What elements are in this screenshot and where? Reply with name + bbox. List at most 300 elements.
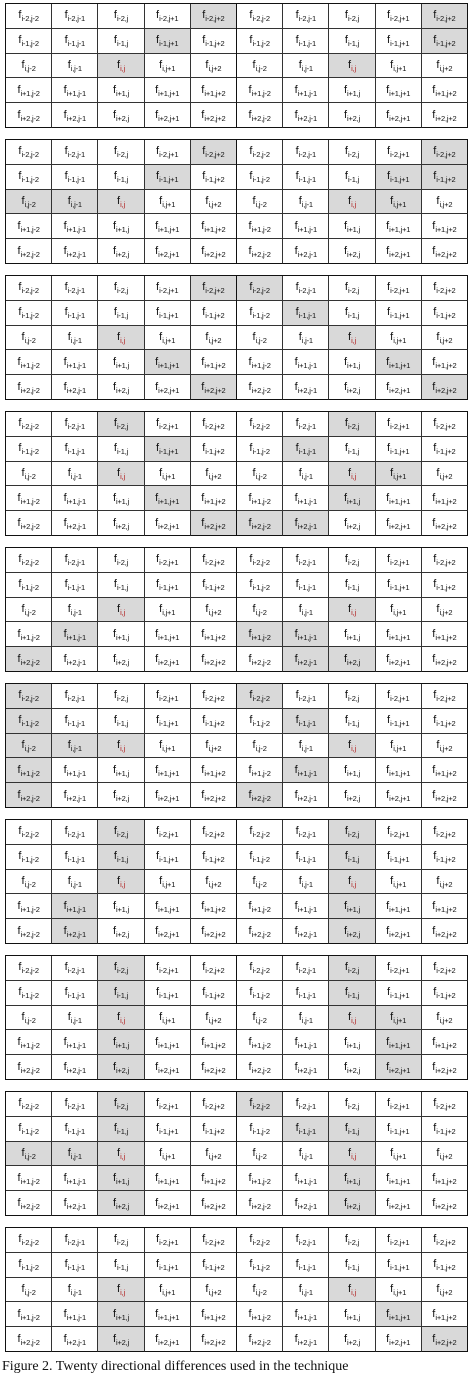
stencil-cell — [98, 1030, 144, 1055]
cell-symbol: f — [386, 355, 390, 368]
cell-subscript: i+2,j — [116, 929, 129, 939]
cell-symbol: f — [112, 108, 117, 121]
cell-subscript: i,j+2 — [208, 1015, 222, 1025]
cell-subscript: i,j+1 — [393, 1151, 407, 1161]
cell-symbol: f — [433, 442, 437, 455]
stencil-cell — [52, 326, 98, 351]
cell-subscript: i,j-1 — [301, 335, 313, 345]
cell-symbol: f — [205, 330, 209, 343]
cell-subscript: i-1,j — [347, 719, 360, 729]
cell-symbol: f — [344, 578, 348, 591]
cell-symbol: f — [249, 34, 253, 47]
stencil-cell — [422, 919, 468, 944]
cell-subscript: i-2,j+2 — [436, 1102, 456, 1112]
cell-subscript: i+2,j-2 — [20, 1201, 40, 1211]
cell-subscript: i,j-2 — [24, 471, 36, 481]
cell-symbol: f — [249, 578, 253, 591]
stencil-cell — [52, 1092, 98, 1117]
stencil-cell — [422, 758, 468, 783]
stencil-panel — [5, 1091, 237, 1216]
stencil-cell — [6, 1302, 52, 1327]
cell-symbol: f — [112, 83, 117, 96]
cell-symbol: f — [64, 442, 68, 455]
cell-subscript: i+2,j+1 — [389, 249, 411, 259]
cell-subscript: i-2,j-2 — [252, 422, 270, 432]
cell-subscript: i-1,j-1 — [298, 175, 316, 185]
stencil-cell — [283, 165, 329, 190]
stencil-cell — [329, 214, 375, 239]
stencil-cell — [376, 1006, 422, 1031]
cell-symbol: f — [156, 714, 160, 727]
cell-subscript: i-2,j+2 — [205, 694, 225, 704]
cell-subscript: i-2,j — [116, 966, 129, 976]
cell-subscript: i-2,j — [116, 694, 129, 704]
cell-subscript: i+2,j-2 — [20, 929, 40, 939]
cell-subscript: i,j+1 — [162, 471, 176, 481]
stencil-cell — [237, 956, 283, 981]
cell-symbol: f — [201, 355, 205, 368]
cell-subscript: i+2,j — [347, 113, 360, 123]
cell-subscript: i+2,j-1 — [66, 1337, 86, 1347]
stencil-cell — [145, 239, 191, 264]
stencil-cell — [329, 870, 375, 895]
stencil-cell — [191, 1327, 237, 1352]
stencil-panel — [5, 3, 237, 128]
stencil-panel — [5, 411, 237, 536]
cell-subscript: i-1,j+1 — [159, 855, 179, 865]
cell-subscript: i-2,j+1 — [159, 286, 179, 296]
stencil-cell — [422, 573, 468, 598]
cell-subscript: i+1,j-1 — [297, 632, 317, 642]
stencil-cell — [52, 140, 98, 165]
cell-subscript: i-2,j-1 — [67, 14, 85, 24]
stencil-cell — [6, 573, 52, 598]
cell-subscript: i+1,j-2 — [251, 224, 271, 234]
stencil-cell — [191, 709, 237, 734]
stencil-cell — [6, 165, 52, 190]
cell-symbol: f — [17, 1332, 21, 1345]
cell-subscript: i+1,j — [347, 1176, 360, 1186]
stencil-cell — [376, 140, 422, 165]
cell-subscript: i-1,j+2 — [205, 39, 225, 49]
cell-subscript: i,j-2 — [255, 1151, 267, 1161]
cell-subscript: i-1,j+1 — [159, 175, 179, 185]
stencil-cell — [52, 412, 98, 437]
stencil-cell — [98, 511, 144, 536]
stencil-cell — [376, 1191, 422, 1216]
cell-symbol: f — [436, 602, 440, 615]
cell-symbol: f — [155, 899, 159, 912]
cell-subscript: i,j — [351, 1287, 356, 1297]
stencil-cell — [422, 647, 468, 672]
cell-symbol: f — [294, 1060, 298, 1073]
stencil-cell — [422, 1253, 468, 1278]
cell-subscript: i,j-2 — [24, 335, 36, 345]
stencil-cell — [6, 981, 52, 1006]
cell-symbol: f — [295, 689, 299, 702]
cell-symbol: f — [344, 1258, 348, 1271]
stencil-cell — [329, 301, 375, 326]
cell-subscript: i+2,j — [116, 249, 129, 259]
stencil-cell — [283, 412, 329, 437]
stencil-cell — [237, 1228, 283, 1253]
cell-subscript: i+2,j-2 — [251, 929, 271, 939]
stencil-cell — [329, 894, 375, 919]
cell-symbol: f — [64, 578, 68, 591]
cell-symbol: f — [202, 825, 206, 838]
cell-symbol: f — [113, 9, 117, 22]
cell-subscript: i+2,j — [347, 385, 360, 395]
cell-symbol: f — [112, 627, 117, 640]
cell-symbol: f — [155, 516, 159, 529]
cell-subscript: i+2,j-1 — [297, 1337, 317, 1347]
cell-symbol: f — [112, 1171, 117, 1184]
stencil-cell — [6, 103, 52, 128]
cell-subscript: i-1,j-1 — [298, 311, 316, 321]
stencil-cell — [6, 78, 52, 103]
cell-symbol: f — [294, 1035, 298, 1048]
cell-symbol: f — [249, 986, 253, 999]
cell-subscript: i-1,j-1 — [67, 1263, 85, 1273]
stencil-cell — [98, 1228, 144, 1253]
cell-symbol: f — [202, 850, 206, 863]
cell-subscript: i,j — [120, 471, 125, 481]
cell-symbol: f — [17, 652, 21, 665]
cell-subscript: i-1,j+1 — [159, 39, 179, 49]
cell-symbol: f — [113, 417, 117, 430]
cell-subscript: i+2,j+1 — [158, 1201, 180, 1211]
cell-symbol: f — [387, 306, 391, 319]
cell-symbol: f — [295, 961, 299, 974]
stencil-cell — [52, 462, 98, 487]
cell-symbol: f — [202, 689, 206, 702]
cell-symbol: f — [159, 602, 163, 615]
stencil-cell — [237, 1253, 283, 1278]
stencil-cell — [329, 709, 375, 734]
cell-symbol: f — [386, 244, 390, 257]
stencil-cell — [52, 758, 98, 783]
stencil-cell — [422, 870, 468, 895]
stencil-cell — [283, 4, 329, 29]
cell-symbol: f — [156, 170, 160, 183]
stencil-panel — [5, 547, 237, 672]
cell-symbol: f — [432, 1307, 436, 1320]
cell-subscript: i-1,j-1 — [67, 855, 85, 865]
stencil-cell — [329, 437, 375, 462]
cell-symbol: f — [343, 83, 348, 96]
cell-subscript: i+2,j-1 — [66, 1065, 86, 1075]
stencil-cell — [6, 709, 52, 734]
stencil-cell — [422, 1006, 468, 1031]
cell-subscript: i+2,j-2 — [251, 793, 271, 803]
cell-subscript: i+2,j+1 — [389, 793, 411, 803]
cell-symbol: f — [248, 899, 252, 912]
stencil-cell — [52, 598, 98, 623]
cell-symbol: f — [433, 145, 437, 158]
stencil-cell — [6, 301, 52, 326]
cell-subscript: i,j-2 — [24, 199, 36, 209]
cell-symbol: f — [432, 83, 436, 96]
cell-symbol: f — [113, 170, 117, 183]
cell-subscript: i+1,j-1 — [66, 1312, 86, 1322]
cell-symbol: f — [294, 652, 298, 665]
stencil-cell — [422, 276, 468, 301]
stencil-cell — [52, 350, 98, 375]
cell-symbol: f — [294, 1332, 298, 1345]
cell-subscript: i+1,j+1 — [389, 360, 411, 370]
cell-symbol: f — [294, 219, 298, 232]
cell-subscript: i-1,j — [116, 583, 129, 593]
stencil-cell — [237, 870, 283, 895]
cell-symbol: f — [155, 1035, 159, 1048]
cell-subscript: i-2,j-1 — [298, 694, 316, 704]
cell-symbol: f — [294, 516, 298, 529]
cell-subscript: i+2,j+2 — [204, 113, 226, 123]
cell-symbol: f — [155, 355, 159, 368]
cell-subscript: i+1,j-2 — [251, 360, 271, 370]
cell-symbol: f — [295, 442, 299, 455]
stencil-cell — [329, 511, 375, 536]
cell-subscript: i-2,j-1 — [298, 422, 316, 432]
cell-subscript: i+2,j — [347, 521, 360, 531]
cell-symbol: f — [386, 652, 390, 665]
cell-symbol: f — [21, 602, 25, 615]
cell-symbol: f — [63, 1171, 67, 1184]
stencil-cell — [52, 981, 98, 1006]
cell-symbol: f — [298, 874, 302, 887]
cell-symbol: f — [205, 466, 209, 479]
cell-symbol: f — [18, 417, 22, 430]
cell-subscript: i-1,j+2 — [205, 583, 225, 593]
stencil-cell — [237, 4, 283, 29]
cell-symbol: f — [18, 825, 22, 838]
stencil-cell — [329, 734, 375, 759]
cell-symbol: f — [343, 899, 348, 912]
cell-subscript: i+1,j — [116, 1176, 129, 1186]
cell-subscript: i+1,j — [116, 224, 129, 234]
cell-symbol: f — [112, 1035, 117, 1048]
stencil-cell — [283, 573, 329, 598]
stencil-cell — [145, 103, 191, 128]
cell-symbol: f — [18, 850, 22, 863]
stencil-cell — [237, 1327, 283, 1352]
cell-symbol: f — [252, 330, 256, 343]
stencil-cell — [52, 622, 98, 647]
cell-symbol: f — [64, 850, 68, 863]
stencil-cell — [283, 486, 329, 511]
cell-subscript: i-2,j+1 — [390, 694, 410, 704]
cell-symbol: f — [436, 330, 440, 343]
stencil-cell — [237, 845, 283, 870]
cell-subscript: i-1,j+2 — [436, 583, 456, 593]
cell-symbol: f — [249, 1258, 253, 1271]
cell-subscript: i-1,j+1 — [159, 447, 179, 457]
cell-symbol: f — [295, 1122, 299, 1135]
cell-subscript: i,j+2 — [208, 743, 222, 753]
cell-symbol: f — [112, 380, 117, 393]
stencil-cell — [98, 758, 144, 783]
stencil-cell — [98, 78, 144, 103]
stencil-cell — [422, 1191, 468, 1216]
cell-symbol: f — [344, 689, 348, 702]
stencil-cell — [191, 214, 237, 239]
cell-symbol: f — [294, 380, 298, 393]
cell-subscript: i+1,j-1 — [297, 904, 317, 914]
cell-symbol: f — [252, 602, 256, 615]
stencil-cell — [237, 1117, 283, 1142]
cell-symbol: f — [155, 788, 159, 801]
stencil-cell — [283, 375, 329, 400]
cell-symbol: f — [64, 961, 68, 974]
cell-subscript: i-1,j-1 — [298, 991, 316, 1001]
stencil-cell — [6, 412, 52, 437]
cell-subscript: i,j+2 — [439, 1151, 453, 1161]
stencil-cell — [52, 709, 98, 734]
cell-subscript: i,j-1 — [70, 199, 82, 209]
stencil-cell — [98, 276, 144, 301]
cell-symbol: f — [63, 652, 67, 665]
cell-symbol: f — [294, 108, 298, 121]
cell-symbol: f — [433, 714, 437, 727]
stencil-cell — [329, 956, 375, 981]
stencil-cell — [422, 598, 468, 623]
cell-subscript: i-2,j+1 — [390, 286, 410, 296]
cell-subscript: i-1,j-1 — [67, 311, 85, 321]
cell-symbol: f — [201, 627, 205, 640]
stencil-cell — [329, 758, 375, 783]
cell-symbol: f — [202, 714, 206, 727]
stencil-cell — [422, 78, 468, 103]
stencil-cell — [376, 1302, 422, 1327]
cell-symbol: f — [432, 1060, 436, 1073]
cell-symbol: f — [117, 1146, 121, 1159]
cell-subscript: i-2,j-1 — [67, 1102, 85, 1112]
cell-subscript: i,j — [120, 607, 125, 617]
cell-subscript: i+1,j-2 — [251, 1040, 271, 1050]
stencil-cell — [376, 919, 422, 944]
stencil-cell — [237, 1191, 283, 1216]
stencil-cell — [52, 870, 98, 895]
cell-subscript: i,j+2 — [208, 1151, 222, 1161]
cell-subscript: i+1,j+1 — [158, 1040, 180, 1050]
stencil-cell — [191, 598, 237, 623]
cell-subscript: i+1,j+2 — [204, 360, 226, 370]
cell-symbol: f — [113, 578, 117, 591]
cell-symbol: f — [201, 899, 205, 912]
stencil-cell — [98, 1327, 144, 1352]
cell-symbol: f — [343, 1332, 348, 1345]
cell-symbol: f — [387, 1233, 391, 1246]
cell-subscript: i-1,j — [347, 1263, 360, 1273]
cell-symbol: f — [18, 578, 22, 591]
cell-symbol: f — [205, 1146, 209, 1159]
stencil-cell — [98, 350, 144, 375]
stencil-cell — [52, 783, 98, 808]
cell-symbol: f — [390, 874, 394, 887]
stencil-cell — [6, 734, 52, 759]
cell-symbol: f — [432, 652, 436, 665]
stencil-panel — [236, 819, 468, 944]
cell-subscript: i-2,j+1 — [390, 422, 410, 432]
cell-symbol: f — [298, 330, 302, 343]
cell-subscript: i+2,j+1 — [158, 793, 180, 803]
stencil-cell — [98, 190, 144, 215]
cell-symbol: f — [67, 466, 71, 479]
stencil-cell — [145, 462, 191, 487]
stencil-cell — [191, 845, 237, 870]
cell-symbol: f — [113, 1122, 117, 1135]
cell-subscript: i+1,j — [347, 224, 360, 234]
cell-symbol: f — [294, 924, 298, 937]
cell-subscript: i+1,j-1 — [66, 904, 86, 914]
stencil-cell — [237, 820, 283, 845]
cell-subscript: i,j+1 — [393, 63, 407, 73]
stencil-cell — [376, 548, 422, 573]
cell-subscript: i-2,j — [116, 1102, 129, 1112]
cell-subscript: i+1,j — [116, 768, 129, 778]
stencil-cell — [191, 190, 237, 215]
cell-subscript: i+1,j+1 — [389, 1176, 411, 1186]
cell-subscript: i,j — [351, 1015, 356, 1025]
cell-subscript: i+2,j+2 — [435, 521, 457, 531]
stencil-cell — [376, 1253, 422, 1278]
cell-subscript: i-2,j+1 — [159, 830, 179, 840]
cell-subscript: i+1,j-1 — [66, 768, 86, 778]
cell-subscript: i,j-1 — [301, 199, 313, 209]
stencil-cell — [422, 981, 468, 1006]
stencil-panel — [236, 1227, 468, 1352]
cell-subscript: i-1,j-2 — [21, 447, 39, 457]
cell-subscript: i+2,j — [347, 249, 360, 259]
stencil-cell — [329, 1228, 375, 1253]
cell-subscript: i+2,j+2 — [435, 249, 457, 259]
cell-symbol: f — [386, 788, 390, 801]
cell-symbol: f — [436, 1282, 440, 1295]
cell-subscript: i-2,j — [347, 966, 360, 976]
cell-subscript: i,j+2 — [208, 335, 222, 345]
cell-symbol: f — [113, 281, 117, 294]
cell-subscript: i-2,j+2 — [205, 1238, 225, 1248]
cell-subscript: i-1,j-1 — [67, 1127, 85, 1137]
stencil-cell — [376, 412, 422, 437]
cell-subscript: i+2,j+2 — [435, 929, 457, 939]
cell-symbol: f — [202, 417, 206, 430]
stencil-cell — [6, 783, 52, 808]
cell-symbol: f — [386, 1196, 390, 1209]
cell-subscript: i+1,j+2 — [435, 224, 457, 234]
cell-subscript: i,j+2 — [439, 879, 453, 889]
cell-subscript: i+1,j-2 — [20, 1312, 40, 1322]
stencil-cell — [422, 734, 468, 759]
stencil-cell — [283, 1117, 329, 1142]
cell-symbol: f — [159, 738, 163, 751]
stencil-cell — [329, 1302, 375, 1327]
cell-symbol: f — [112, 899, 117, 912]
cell-symbol: f — [432, 1171, 436, 1184]
cell-symbol: f — [248, 1307, 252, 1320]
cell-symbol: f — [63, 899, 67, 912]
stencil-cell — [283, 894, 329, 919]
stencil-cell — [422, 820, 468, 845]
cell-subscript: i-2,j+2 — [205, 150, 225, 160]
cell-subscript: i+1,j — [116, 904, 129, 914]
stencil-cell — [145, 1327, 191, 1352]
cell-symbol: f — [156, 34, 160, 47]
cell-symbol: f — [18, 34, 22, 47]
stencil-cell — [422, 1302, 468, 1327]
stencil-cell — [329, 190, 375, 215]
cell-subscript: i-2,j-1 — [298, 966, 316, 976]
